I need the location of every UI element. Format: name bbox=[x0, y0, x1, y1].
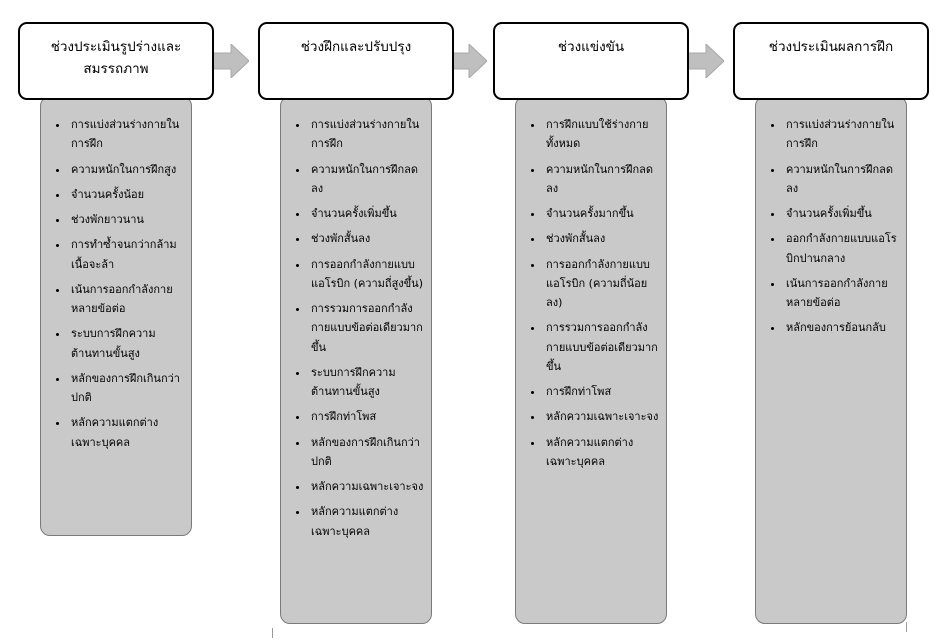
list-item: • ระบบการฝึกความต้านทานขั้นสูง bbox=[309, 363, 425, 402]
phase-header-box-4 bbox=[733, 22, 929, 100]
list-item: • เน้นการออกกำลังกายหลายข้อต่อ bbox=[69, 280, 185, 319]
phase-column-3 bbox=[493, 0, 693, 643]
list-item: • หลักความแตกต่างเฉพาะบุคคล bbox=[309, 502, 425, 541]
phase-item-list-3 bbox=[522, 115, 660, 471]
list-item: • การออกกำลังกายแบบแอโรบิก (ความถี่น้อยลง) bbox=[544, 255, 660, 313]
list-item: • ความหนักในการฝึกสูง bbox=[69, 160, 185, 179]
list-item: • การแบ่งส่วนร่างกายในการฝึก bbox=[69, 115, 185, 154]
list-item: • หลักความแตกต่างเฉพาะบุคคล bbox=[544, 433, 660, 472]
list-item: • การฝึกแบบใช้ร่างกายทั้งหมด bbox=[544, 115, 660, 154]
phase-item-list-2 bbox=[287, 115, 425, 541]
list-item: • การแบ่งส่วนร่างกายในการฝึก bbox=[784, 115, 900, 154]
list-item: • การรวมการออกกำลังกายแบบข้อต่อเดียวมากขึ้น bbox=[544, 318, 660, 376]
list-item: • จำนวนครั้งมากขึ้น bbox=[544, 204, 660, 223]
list-item: • ความหนักในการฝึกลดลง bbox=[784, 160, 900, 199]
list-item: • จำนวนครั้งเพิ่มขึ้น bbox=[784, 204, 900, 223]
phase-header-label-3: ช่วงแข่งขัน bbox=[557, 39, 625, 55]
phase-header-label-1: ช่วงประเมินรูปร่างและสมรรถภาพ bbox=[50, 39, 182, 78]
phase-header-box-3 bbox=[493, 22, 689, 100]
list-item: • หลักความเฉพาะเจาะจง bbox=[309, 477, 425, 496]
list-item: • ออกกำลังกายแบบแอโรบิกปานกลาง bbox=[784, 229, 900, 268]
phase-item-list-1 bbox=[47, 115, 185, 452]
list-item: • จำนวนครั้งเพิ่มขึ้น bbox=[309, 204, 425, 223]
phase-header-box-1 bbox=[18, 22, 214, 100]
list-item: • ความหนักในการฝึกลดลง bbox=[309, 160, 425, 199]
list-item: • เน้นการออกกำลังกายหลายข้อต่อ bbox=[784, 274, 900, 313]
list-item: • จำนวนครั้งน้อย bbox=[69, 185, 185, 204]
list-item: • หลักของการฝึกเกินกว่าปกติ bbox=[69, 369, 185, 408]
phase-header-label-4: ช่วงประเมินผลการฝึก bbox=[768, 39, 894, 55]
list-item: • การแบ่งส่วนร่างกายในการฝึก bbox=[309, 115, 425, 154]
phase-body-box-2 bbox=[280, 96, 432, 624]
list-item: • การฝึกท่าโพส bbox=[309, 407, 425, 426]
tick-mark bbox=[272, 628, 273, 638]
phase-header-label-2: ช่วงฝึกและปรับปรุง bbox=[300, 39, 412, 55]
list-item: • การทำซ้ำจนกว่ากล้ามเนื้อจะล้า bbox=[69, 235, 185, 274]
phase-header-box-2 bbox=[258, 22, 454, 100]
list-item: • ช่วงพักยาวนาน bbox=[69, 210, 185, 229]
tick-mark bbox=[906, 622, 907, 632]
phase-column-2 bbox=[258, 0, 458, 643]
list-item: • การฝึกท่าโพส bbox=[544, 382, 660, 401]
list-item: • หลักของการย้อนกลับ bbox=[784, 318, 900, 337]
list-item: • ความหนักในการฝึกลดลง bbox=[544, 160, 660, 199]
phase-body-box-1 bbox=[40, 96, 192, 536]
list-item: • การออกกำลังกายแบบแอโรบิก (ความถี่สูงขึ้น) bbox=[309, 255, 425, 294]
list-item: • หลักของการฝึกเกินกว่าปกติ bbox=[309, 433, 425, 472]
list-item: • หลักความเฉพาะเจาะจง bbox=[544, 407, 660, 426]
phase-column-1 bbox=[18, 0, 218, 643]
list-item: • หลักความแตกต่างเฉพาะบุคคล bbox=[69, 413, 185, 452]
phase-body-box-4 bbox=[755, 96, 907, 624]
phase-item-list-4 bbox=[762, 115, 900, 338]
list-item: • การรวมการออกกำลังกายแบบข้อต่อเดียวมากขึ้น bbox=[309, 299, 425, 357]
list-item: • ช่วงพักสั้นลง bbox=[309, 229, 425, 248]
phase-body-box-3 bbox=[515, 96, 667, 624]
phase-column-4 bbox=[733, 0, 933, 643]
list-item: • ช่วงพักสั้นลง bbox=[544, 229, 660, 248]
list-item: • ระบบการฝึกความต้านทานขั้นสูง bbox=[69, 324, 185, 363]
